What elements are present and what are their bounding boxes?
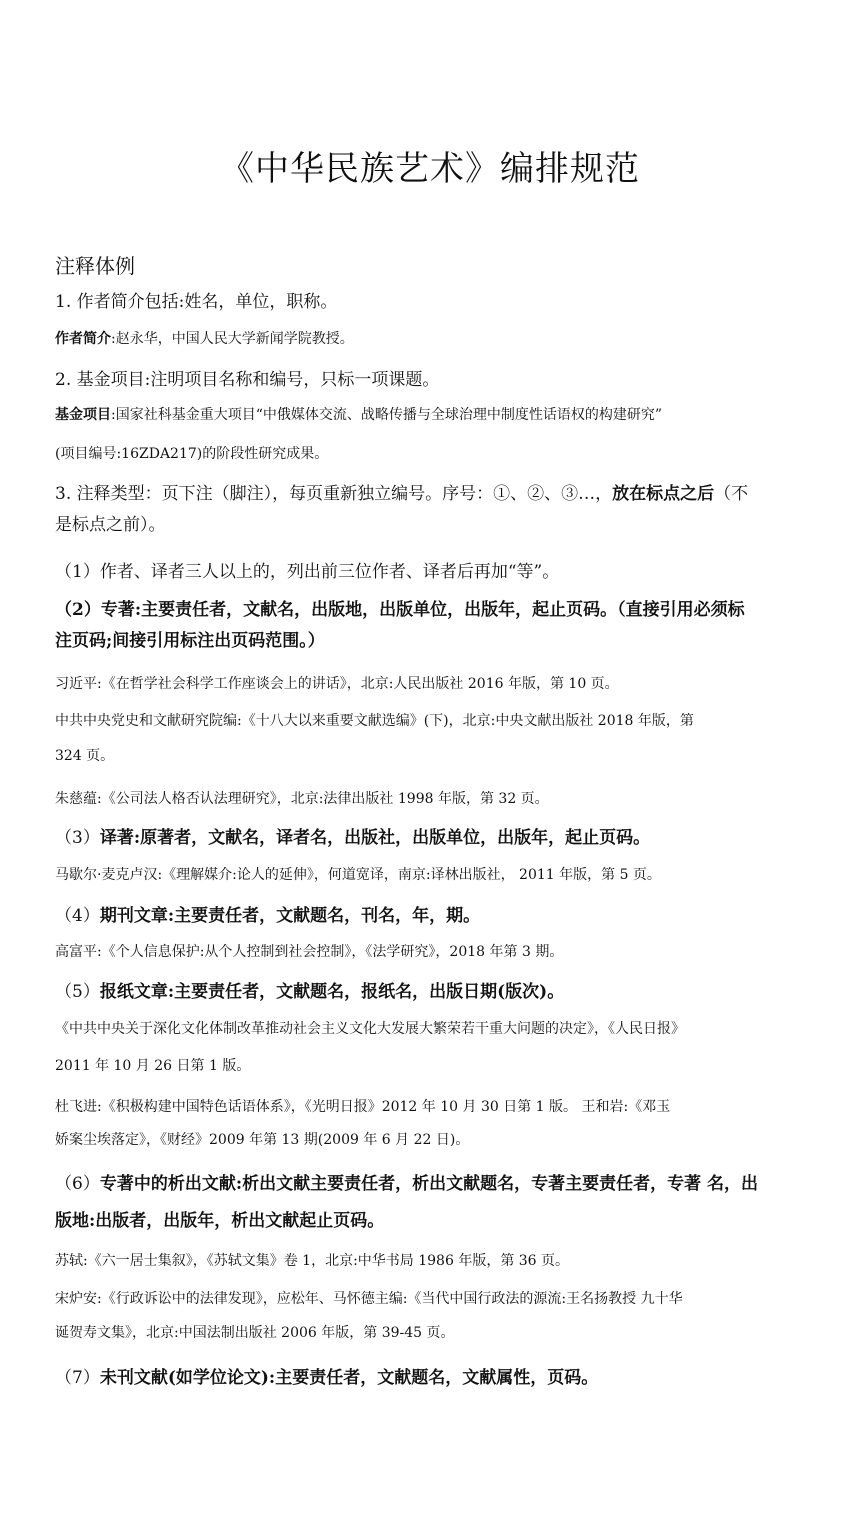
line-bold-text: 报纸文章:主要责任者，文献题名，报纸名，出版日期(版次)。 [99, 982, 565, 1002]
text-line [55, 1209, 810, 1233]
text-line [55, 1096, 810, 1118]
text-line [55, 1322, 810, 1344]
line-text: 注页码;间接引用标注出页码范围。） [55, 631, 325, 651]
line-bold-text: 译著:原著者，文献名，译者名，出版社，出版单位，出版年，起止页码。 [99, 828, 651, 848]
line-text: 习近平:《在哲学社会科学工作座谈会上的讲话》，北京:人民出版社 2016 年版，第 10 页。 [55, 676, 619, 692]
line-text: 马歇尔·麦克卢汉:《理解媒介:论人的延伸》，何道宽译，南京:译林出版社， 2011 年版，第 5 页。 [55, 867, 661, 883]
text-line [55, 629, 810, 653]
text-line [55, 404, 810, 426]
text-line [55, 941, 810, 963]
text-line [55, 1018, 810, 1040]
line-bold-text: 专著中的析出文献:析出文献主要责任者，析出文献题名，专著主要责任者，专著 名，出 [99, 1174, 759, 1194]
text-line [55, 290, 810, 314]
line-text: （6） [55, 1174, 100, 1194]
text-line [55, 864, 810, 886]
text-line [55, 826, 810, 850]
text-line [55, 710, 810, 732]
text-line [55, 1055, 810, 1077]
text-line [55, 482, 810, 506]
text-line [55, 1288, 810, 1310]
line-text: 1. 作者简介包括:姓名，单位，职称。 [55, 292, 338, 312]
line-text: 高富平:《个人信息保护:从个人控制到社会控制》，《法学研究》，2018 年第 3 期。 [55, 944, 564, 960]
text-line [55, 443, 810, 465]
line-lead: 基金项目 [55, 407, 111, 423]
text-line [55, 673, 810, 695]
text-line [55, 598, 810, 622]
line-text: 宋炉安:《行政诉讼中的法律发现》，应松年、马怀德主编:《当代中国行政法的源流:王名扬教授 九十华 [55, 1291, 683, 1307]
text-line [55, 368, 810, 392]
line-text: 诞贺寿文集》，北京:中国法制出版社 2006 年版，第 39-45 页。 [55, 1325, 455, 1341]
line-text: 娇案尘埃落定》，《财经》2009 年第 13 期(2009 年 6 月 22 日)。 [55, 1132, 470, 1148]
line-bold-text: 期刊文章:主要责任者，文献题名，刊名，年，期。 [99, 906, 481, 926]
text-line [55, 745, 810, 767]
line-text: 杜飞进:《积极构建中国特色话语体系》，《光明日报》2012 年 10 月 30 日第 1 版。 王和岩:《邓玉 [55, 1099, 671, 1115]
line-text: （5） [55, 982, 100, 1002]
text-line [55, 513, 810, 537]
line-text: 是标点之前）。 [55, 515, 166, 535]
line-bold-text: 未刊文献(如学位论文):主要责任者，文献题名，文献属性，页码。 [99, 1368, 599, 1388]
line-text: （7） [55, 1368, 100, 1388]
line-text: 《中共中央关于深化文化体制改革推动社会主义文化大发展大繁荣若干重大问题的决定》，《人民日报》 [55, 1021, 685, 1037]
page-title: 《中华民族艺术》编排规范 [220, 149, 640, 189]
text-line [55, 328, 810, 350]
text-line [55, 1129, 810, 1151]
text-line [55, 904, 810, 928]
line-text: :赵永华，中国人民大学新闻学院教授。 [111, 331, 354, 347]
text-line [55, 560, 810, 584]
line-text: 324 页。 [55, 748, 115, 764]
line-text: 中共中央党史和文献研究院编:《十八大以来重要文献选编》(下)，北京:中央文献出版社 2018 年版，第 [55, 713, 694, 729]
text-line [55, 788, 810, 810]
line-text: （4） [55, 906, 100, 926]
line-bold-text: 放在标点之后 [612, 484, 715, 504]
line-text: （2）专著:主要责任者，文献名，出版地，出版单位，出版年，起止页码。（直接引用必须标 [55, 600, 745, 620]
line-text: 2011 年 10 月 26 日第 1 版。 [55, 1058, 251, 1074]
line-text: 2. 基金项目:注明项目名称和编号，只标一项课题。 [55, 370, 440, 390]
section-heading: 注释体例 [55, 254, 135, 278]
line-text: （1）作者、译者三人以上的，列出前三位作者、译者后再加“等”。 [55, 562, 560, 582]
line-text: (项目编号:16ZDA217)的阶段性研究成果。 [55, 446, 329, 462]
line-text: 版地:出版者，出版年，析出文献起止页码。 [55, 1211, 385, 1231]
text-line [55, 1172, 810, 1196]
line-text: 朱慈蕴:《公司法人格否认法理研究》，北京:法律出版社 1998 年版，第 32 页。 [55, 791, 549, 807]
text-line [55, 980, 810, 1004]
line-text: 3. 注释类型：页下注（脚注），每页重新独立编号。序号：①、②、③…， [55, 484, 613, 504]
line-text: :国家社科基金重大项目“中俄媒体交流、战略传播与全球治理中制度性话语权的构建研究” [111, 407, 663, 423]
line-text: 苏轼:《六一居士集叙》，《苏轼文集》卷 1，北京:中华书局 1986 年版，第 36 页。 [55, 1253, 570, 1269]
text-line [55, 1250, 810, 1272]
line-tail: （不 [714, 484, 749, 504]
line-lead: 作者简介 [55, 331, 111, 347]
text-line [55, 1366, 810, 1390]
line-text: （3） [55, 828, 100, 848]
